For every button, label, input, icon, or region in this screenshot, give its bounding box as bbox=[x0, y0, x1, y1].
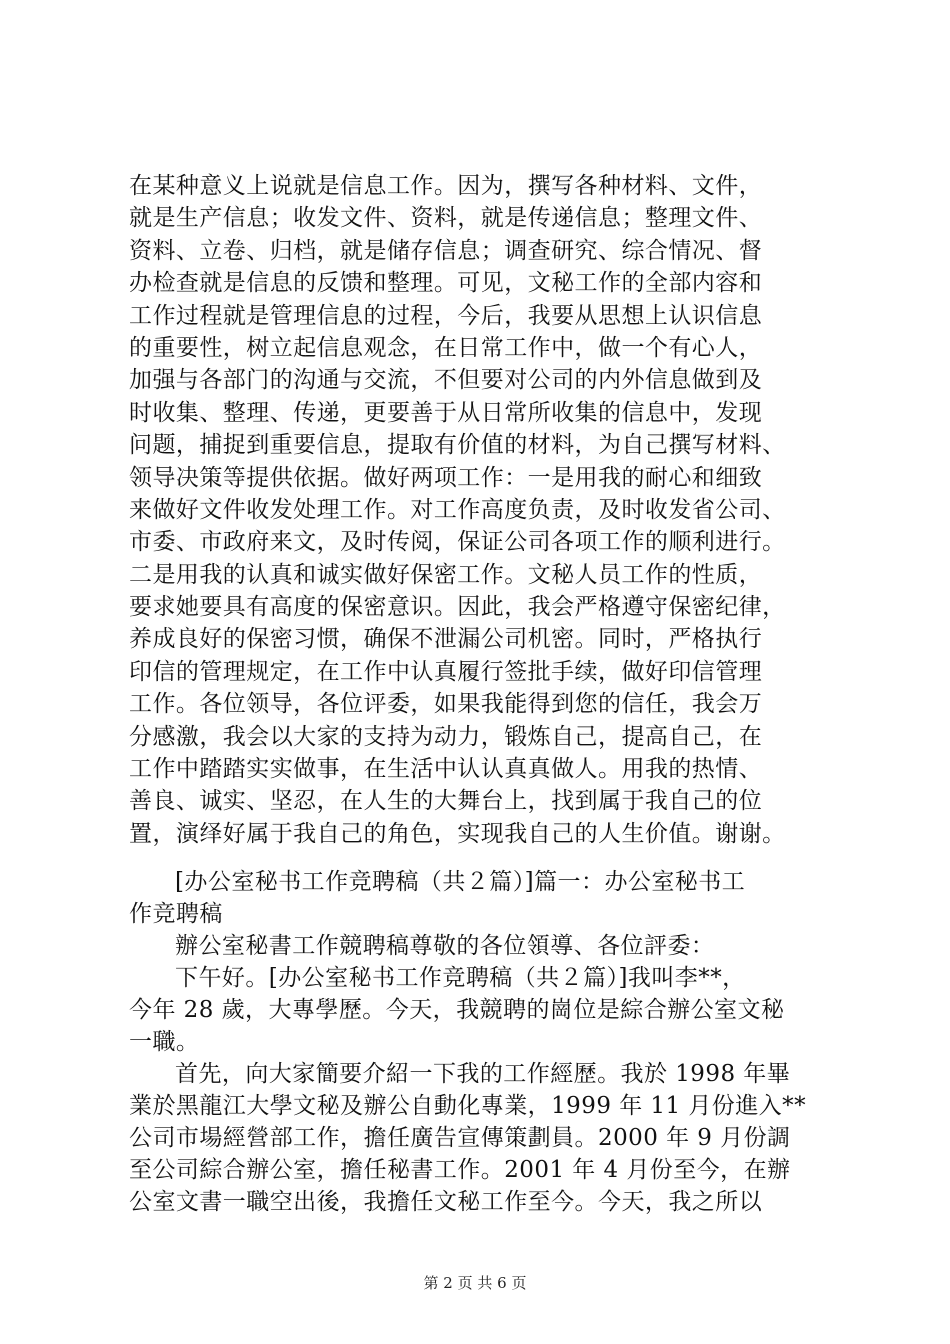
experience-line: 首先，向大家簡要介紹一下我的工作經歷。我於 1998 年畢 bbox=[175, 1061, 791, 1088]
text-line: 来做好文件收发处理工作。对工作高度负责，及时收发省公司、 bbox=[129, 496, 786, 523]
section-title-continued: 作竞聘稿 bbox=[129, 901, 223, 928]
section-title: [办公室秘书工作竞聘稿（共２篇）]篇一：办公室秘书工 bbox=[175, 869, 746, 896]
text-line: 时收集、整理、传递，更要善于从日常所收集的信息中，发现 bbox=[129, 399, 763, 426]
text-line: 工作中踏踏实实做事，在生活中认认真真做人。用我的热情、 bbox=[129, 756, 763, 783]
text-line: 资料、立卷、归档，就是储存信息；调查研究、综合情况、督 bbox=[129, 237, 763, 264]
text-line: 的重要性，树立起信息观念，在日常工作中，做一个有心人， bbox=[129, 334, 763, 361]
text-line: 办检查就是信息的反馈和整理。可见，文秘工作的全部内容和 bbox=[129, 270, 763, 297]
text-line: 加强与各部门的沟通与交流，不但要对公司的内外信息做到及 bbox=[129, 367, 763, 394]
text-line: 市委、市政府来文，及时传阅，保证公司各项工作的顺利进行。 bbox=[129, 529, 786, 556]
page-footer bbox=[0, 1272, 950, 1293]
text-line: 养成良好的保密习惯，确保不泄漏公司机密。同时，严格执行 bbox=[129, 626, 763, 653]
text-line: 就是生产信息；收发文件、资料，就是传递信息；整理文件、 bbox=[129, 205, 763, 232]
experience-line: 公室文書一職空出後，我擔任文秘工作至今。今天，我之所以 bbox=[129, 1189, 763, 1216]
text-line: 分感激，我会以大家的支持为动力，锻炼自己，提高自己，在 bbox=[129, 723, 763, 750]
document-body bbox=[129, 170, 829, 1218]
intro-line: 下午好。[办公室秘书工作竞聘稿（共２篇）]我叫李**， bbox=[175, 965, 746, 992]
experience-line: 業於黑龍江大學文秘及辦公自動化專業，1999 年 11 月份進入** bbox=[129, 1093, 807, 1120]
text-line: 印信的管理规定，在工作中认真履行签批手续，做好印信管理 bbox=[129, 658, 763, 685]
text-line: 在某种意义上说就是信息工作。因为，撰写各种材料、文件， bbox=[129, 173, 763, 199]
text-line: 善良、诚实、坚忍，在人生的大舞台上，找到属于我自己的位 bbox=[129, 788, 763, 815]
paragraph-1 bbox=[129, 170, 829, 850]
experience-line: 至公司綜合辦公室，擔任秘書工作。2001 年 4 月份至今，在辦 bbox=[129, 1157, 791, 1184]
text-line: 工作。各位领导，各位评委，如果我能得到您的信任，我会万 bbox=[129, 691, 763, 718]
intro-line: 一職。 bbox=[129, 1029, 200, 1056]
text-line: 要求她要具有高度的保密意识。因此，我会严格遵守保密纪律， bbox=[129, 594, 786, 621]
text-line: 问题，捕捉到重要信息，提取有价值的材料，为自己撰写材料、 bbox=[129, 432, 786, 459]
text-line: 二是用我的认真和诚实做好保密工作。文秘人员工作的性质， bbox=[129, 561, 763, 588]
text-line: 工作过程就是管理信息的过程，今后，我要从思想上认识信息 bbox=[129, 302, 763, 329]
text-line: 领导决策等提供依据。做好两项工作：一是用我的耐心和细致 bbox=[129, 464, 763, 491]
experience-line: 公司市場經營部工作，擔任廣告宣傳策劃員。2000 年 9 月份調 bbox=[129, 1125, 791, 1152]
text-line: 置，演绎好属于我自己的角色，实现我自己的人生价值。谢谢。 bbox=[129, 820, 786, 847]
greeting-line: 辦公室秘書工作競聘稿尊敬的各位領導、各位評委： bbox=[175, 933, 715, 960]
paragraph-gap bbox=[129, 850, 829, 866]
page-indicator: 第 2 页 共 6 页 bbox=[423, 1274, 527, 1292]
intro-line: 今年 28 歲，大專學歷。今天，我競聘的崗位是綜合辦公室文秘 bbox=[129, 997, 785, 1024]
section-2 bbox=[129, 866, 829, 1218]
